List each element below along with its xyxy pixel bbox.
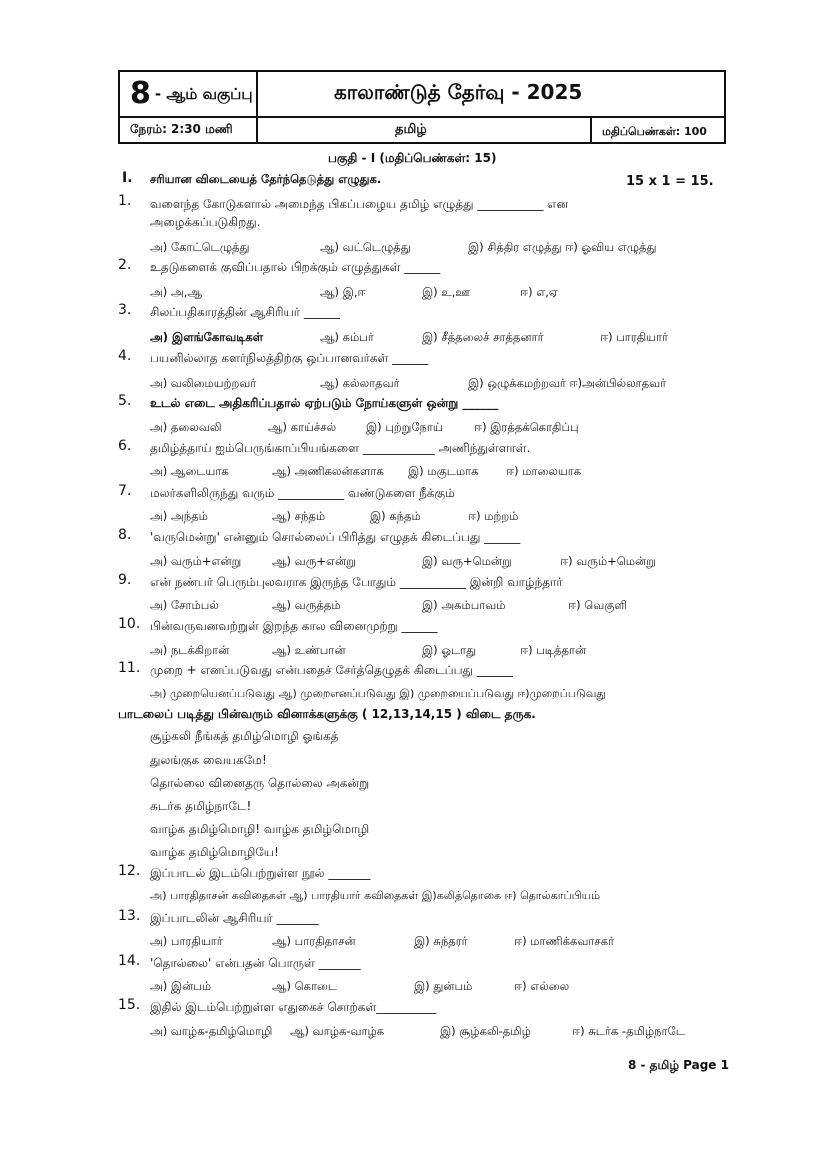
page-footer: 8 - தமிழ் Page 1 bbox=[628, 1058, 729, 1072]
exam-title: காலாண்டுத் தேர்வு - 2025 bbox=[334, 80, 583, 104]
question-text: உதடுகளைக் குவிப்பதால் பிறக்கும் எழுத்துகள் ______ bbox=[150, 260, 441, 274]
option-c: இ) அகம்பாவம் bbox=[422, 598, 506, 612]
question-text: பயனில்லாத களர்நிலத்திற்கு ஒப்பானவர்கள் ______ bbox=[150, 351, 429, 365]
header-box bbox=[118, 70, 726, 144]
question-text: சிலப்பதிகாரத்தின் ஆசிரியர் ______ bbox=[150, 305, 340, 319]
option-a: அ) அ,ஆ bbox=[150, 285, 202, 299]
option-b: ஆ) பாரதிதாசன் bbox=[272, 934, 356, 948]
option-d: ஈ) எல்லை bbox=[514, 979, 570, 993]
option-b: ஆ) காய்ச்சல் bbox=[268, 420, 337, 434]
option-d: ஈ) இரத்தக்கொதிப்பு bbox=[474, 420, 579, 434]
question-number: 4. bbox=[118, 348, 132, 364]
question-text: தமிழ்த்தாய் ஐம்பெருங்காப்பியங்களை ____________ அணிந்துள்ளாள். bbox=[150, 441, 531, 455]
option-d: ஈ) மாணிக்கவாசகர் bbox=[514, 934, 615, 948]
question-text: இதில் இடம்பெற்றுள்ள எதுகைச் சொற்கள்__________ bbox=[150, 1000, 437, 1014]
poem-line: சூழ்கலி நீங்கத் தமிழ்மொழி ஓங்கத் bbox=[150, 729, 339, 743]
option-b: ஆ) சந்தம் bbox=[272, 509, 326, 523]
question-text: என் நண்பர் பெரும்புலவராக இருந்த போதும் ___________ இன்றி வாழ்ந்தார் bbox=[150, 575, 563, 589]
question-number: 13. bbox=[118, 908, 141, 924]
option-c: இ) சூழ்கலி-தமிழ் bbox=[440, 1024, 531, 1038]
option-d: ஈ) படித்தான் bbox=[520, 643, 587, 657]
option-all: அ) பாரதிதாசன் கவிதைகள் ஆ) பாரதியார் கவிதைகள் இ)கலித்தொகை ஈ) தொல்காப்பியம் bbox=[150, 889, 600, 902]
question-number: 14. bbox=[118, 953, 141, 969]
option-d: ஈ) வெகுளி bbox=[568, 598, 628, 612]
option-d: ஈ) வரும்+மென்று bbox=[560, 554, 656, 568]
grade-number: 8 bbox=[130, 76, 151, 111]
option-d: ஈ) எ,ஏ bbox=[520, 285, 558, 299]
question-number: 6. bbox=[118, 438, 132, 454]
option-d: ஈ) மற்றம் bbox=[468, 509, 519, 523]
option-b: ஆ) வருத்தம் bbox=[272, 598, 341, 612]
option-c-d: இ) சித்திர எழுத்து ஈ) ஓவிய எழுத்து bbox=[468, 240, 657, 254]
question-number: 8. bbox=[118, 527, 132, 543]
option-c: இ) வரு+மென்று bbox=[422, 554, 512, 568]
option-a: அ) வாழ்க-தமிழ்மொழி bbox=[150, 1024, 273, 1038]
option-b: ஆ) வரு+என்று bbox=[272, 554, 356, 568]
option-c: இ) ஓடாது bbox=[422, 643, 477, 657]
option-b: ஆ) வாழ்க-வாழ்க bbox=[290, 1024, 385, 1038]
option-a: அ) இளங்கோவடிகள் bbox=[150, 330, 264, 344]
option-a: அ) சோம்பல் bbox=[150, 598, 219, 612]
option-c: இ) சுந்தரர் bbox=[414, 934, 468, 948]
question-text: 'வருமென்று' என்னும் சொல்லைப் பிரித்து எழுதக் கிடைப்பது ______ bbox=[150, 530, 521, 544]
option-d: ஈ) பாரதியார் bbox=[600, 330, 669, 344]
poem-line: தொல்லை வினைதரு தொல்லை அகன்று bbox=[150, 776, 370, 790]
option-d: ஈ) சுடர்க -தமிழ்நாடே bbox=[572, 1024, 685, 1038]
option-c: இ) புற்றுநோய் bbox=[366, 420, 443, 434]
option-c: இ) சீத்தலைச் சாத்தனார் bbox=[422, 330, 544, 344]
option-b: ஆ) அணிகலன்களாக bbox=[272, 464, 384, 478]
option-a: அ) அந்தம் bbox=[150, 509, 208, 523]
question-number: 1. bbox=[118, 193, 132, 209]
option-b: ஆ) கல்லாதவர் bbox=[320, 376, 400, 390]
option-c: இ) கந்தம் bbox=[370, 509, 421, 523]
option-a: அ) வரும்+என்று bbox=[150, 554, 242, 568]
question-text: முறை + எனப்படுவது என்பதைச் சேர்த்தெழுதக் கிடைப்பது ______ bbox=[150, 663, 513, 677]
header-divider bbox=[120, 116, 724, 118]
option-all: அ) முறையெனப்படுவது ஆ) முறைஎனப்படுவது இ) முறையைப்படுவது ஈ)முறைப்படுவது bbox=[150, 687, 606, 700]
header-divider bbox=[256, 72, 258, 142]
option-b: ஆ) கம்பர் bbox=[320, 330, 374, 344]
question-number: 11. bbox=[118, 660, 141, 676]
question-text: உடல் எடை அதிகரிப்பதால் ஏற்படும் நோய்களுள் ஒன்று ______ bbox=[150, 396, 499, 410]
question-number: 2. bbox=[118, 257, 132, 273]
question-text: 'தொல்லை' என்பதன் பொருள் _______ bbox=[150, 956, 361, 970]
option-a: அ) பாரதியார் bbox=[150, 934, 223, 948]
option-a: அ) இன்பம் bbox=[150, 979, 212, 993]
question-text: மலர்களிலிருந்து வரும் ___________ வண்டுகளை நீக்கும் bbox=[150, 486, 455, 500]
option-a: அ) நடக்கிறான் bbox=[150, 643, 230, 657]
header-divider bbox=[590, 116, 592, 144]
option-a: அ) கோட்டெழுத்து bbox=[150, 240, 250, 254]
question-number: 12. bbox=[118, 863, 141, 879]
section-instruction: சரியான விடையைத் தேர்ந்தெடுத்து எழுதுக. bbox=[150, 172, 382, 186]
question-text: இப்பாடலின் ஆசிரியர் _______ bbox=[150, 911, 319, 925]
question-text: வளைந்த கோடுகளால் அமைந்த பிகப்பழைய தமிழ் எழுத்து ___________ என bbox=[150, 197, 569, 211]
grade-suffix: - ஆம் வகுப்பு bbox=[154, 85, 253, 103]
question-number: 10. bbox=[118, 616, 141, 632]
option-b: ஆ) வட்டெழுத்து bbox=[320, 240, 411, 254]
poem-line: துலங்குக வையகமே! bbox=[150, 753, 267, 767]
question-number: 9. bbox=[118, 572, 132, 588]
exam-duration: நேரம்: 2:30 மணி bbox=[130, 122, 233, 136]
part-title: பகுதி - I (மதிப்பெண்கள்: 15) bbox=[328, 151, 497, 165]
question-text: இப்பாடல் இடம்பெற்றுள்ள நூல் _______ bbox=[150, 866, 371, 880]
option-c: இ) துன்பம் bbox=[414, 979, 473, 993]
option-c: இ) உ,ஊ bbox=[422, 285, 470, 299]
section-score: 15 x 1 = 15. bbox=[626, 174, 714, 189]
option-c: இ) மகுடமாக bbox=[408, 464, 479, 478]
total-marks: மதிப்பெண்கள்: 100 bbox=[602, 125, 707, 138]
poem-line: சுடர்க தமிழ்நாடே! bbox=[150, 799, 252, 813]
poem-line: வாழ்க தமிழ்மொழி! வாழ்க தமிழ்மொழி bbox=[150, 822, 370, 836]
question-text-continued: அழைக்கப்படுகிறது. bbox=[150, 215, 261, 229]
question-text: பின்வருவனவற்றுள் இறந்த கால வினைமுற்று ______ bbox=[150, 619, 438, 633]
option-a: அ) ஆடையாக bbox=[150, 464, 229, 478]
option-a: அ) தலைவலி bbox=[150, 420, 222, 434]
subject-name: தமிழ் bbox=[395, 122, 427, 137]
poem-line: வாழ்க தமிழ்மொழியே! bbox=[150, 845, 279, 859]
option-b: ஆ) உண்பான் bbox=[272, 643, 346, 657]
question-number: 3. bbox=[118, 302, 132, 318]
option-b: ஆ) இ,ஈ bbox=[320, 285, 366, 299]
section-number: I. bbox=[122, 170, 133, 186]
option-d: ஈ) மாலையாக bbox=[506, 464, 582, 478]
option-a: அ) வலிமையற்றவர் bbox=[150, 376, 257, 390]
question-number: 5. bbox=[118, 393, 132, 409]
question-number: 15. bbox=[118, 997, 141, 1013]
grade-label bbox=[130, 76, 253, 111]
passage-heading: பாடலைப் படித்து பின்வரும் வினாக்களுக்கு ( 12,13,14,15 ) விடை தருக. bbox=[118, 707, 536, 721]
question-number: 7. bbox=[118, 483, 132, 499]
option-c-d: இ) ஒழுக்கமற்றவர் ஈ)அன்பில்லாதவர் bbox=[468, 376, 667, 390]
option-b: ஆ) கொடை bbox=[272, 979, 338, 993]
